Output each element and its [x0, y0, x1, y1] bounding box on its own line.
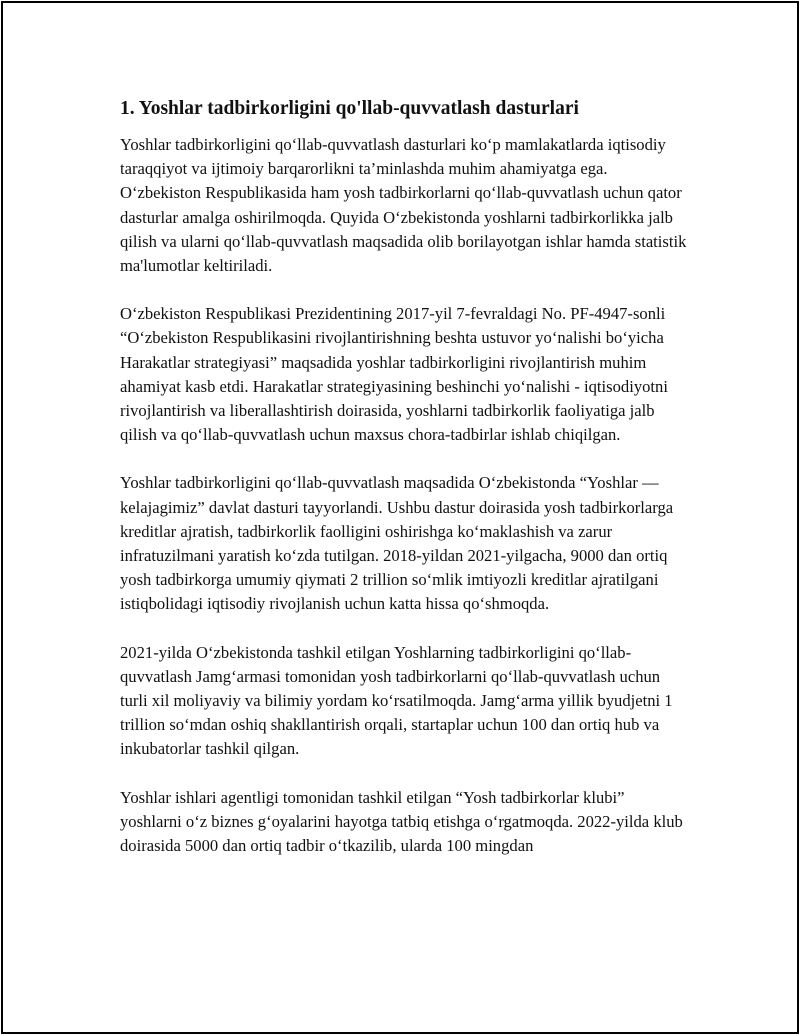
paragraph-club: Yoshlar ishlari agentligi tomonidan tashkil etilgan “Yosh tadbirkorlar klubi” yoshlarni o‘z biznes g‘oyalarini hayotga tatbiq etishga o‘rgatmoqda. 2022-yilda klub doirasida 5000 dan ortiq tadbir o‘tkazilib, ularda 100 mingdan: [120, 787, 683, 856]
paragraph-intro: Yoshlar tadbirkorligini qo‘llab-quvvatlash dasturlari ko‘p mamlakatlarda iqtisodiy taraqqiyot va ijtimoiy barqarorlikni ta’minlashda muhim ahamiyatga ega. O‘zbekiston Respublikasida ham yosh tadbirkorlarni qo‘llab-quvvatlash uchun qator dasturlar amalga oshirilmoqda. Quyida O‘zbekistonda yoshlarni tadbirkorlikka jalb qilish va ularni qo‘llab-quvvatlash maqsadida olib borilayotgan ishlar hamda statistik ma'lumotlar keltiriladi.: [120, 135, 687, 276]
paragraph-state-program: Yoshlar tadbirkorligini qo‘llab-quvvatlash maqsadida O‘zbekistonda “Yoshlar — kelajagimiz” davlat dasturi tayyorlandi. Ushbu dastur doirasida yosh tadbirkorlarga kreditlar ajratish, tadbirkorlik faolligini oshirishga ko‘maklashish va zarur infratuzilmani yaratish ko‘zda tutilgan. 2018-yildan 2021-yilgacha, 9000 dan ortiq yosh tadbirkorga umumiy qiymati 2 trillion so‘mlik imtiyozli kreditlar ajratilgani istiqbolidagi iqtisodiy rivojlanish uchun katta hissa qo‘shmoqda.: [120, 473, 674, 614]
document-body: [120, 97, 690, 858]
page-frame: [1, 1, 799, 1034]
section-heading: 1. Yoshlar tadbirkorligini qo'llab-quvvatlash dasturlari: [120, 98, 579, 119]
paragraph-strategy: O‘zbekiston Respublikasi Prezidentining 2017-yil 7-fevraldagi No. PF-4947-sonli “O‘zbekiston Respublikasini rivojlantirishning beshta ustuvor yo‘nalishi bo‘yicha Harakatlar strategiyasi” maqsadida yoshlar tadbirkorligini rivojlantirish muhim ahamiyat kasb etdi. Harakatlar strategiyasining beshinchi yo‘nalishi - iqtisodiyotni rivojlantirish va liberallashtirish doirasida, yoshlarni tadbirkorlik faoliyatiga jalb qilish va qo‘llab-quvvatlash uchun maxsus chora-tadbirlar ishlab chiqilgan.: [120, 304, 668, 445]
paragraph-fund: 2021-yilda O‘zbekistonda tashkil etilgan Yoshlarning tadbirkorligini qo‘llab-quvvatlash Jamg‘armasi tomonidan yosh tadbirkorlarni qo‘llab-quvvatlash uchun turli xil moliyaviy va bilimiy yordam ko‘rsatilmoqda. Jamg‘arma yillik byudjetni 1 trillion so‘mdan oshiq shakllantirish orqali, startaplar uchun 100 dan ortiq hub va inkubatorlar tashkil qilgan.: [120, 642, 673, 759]
